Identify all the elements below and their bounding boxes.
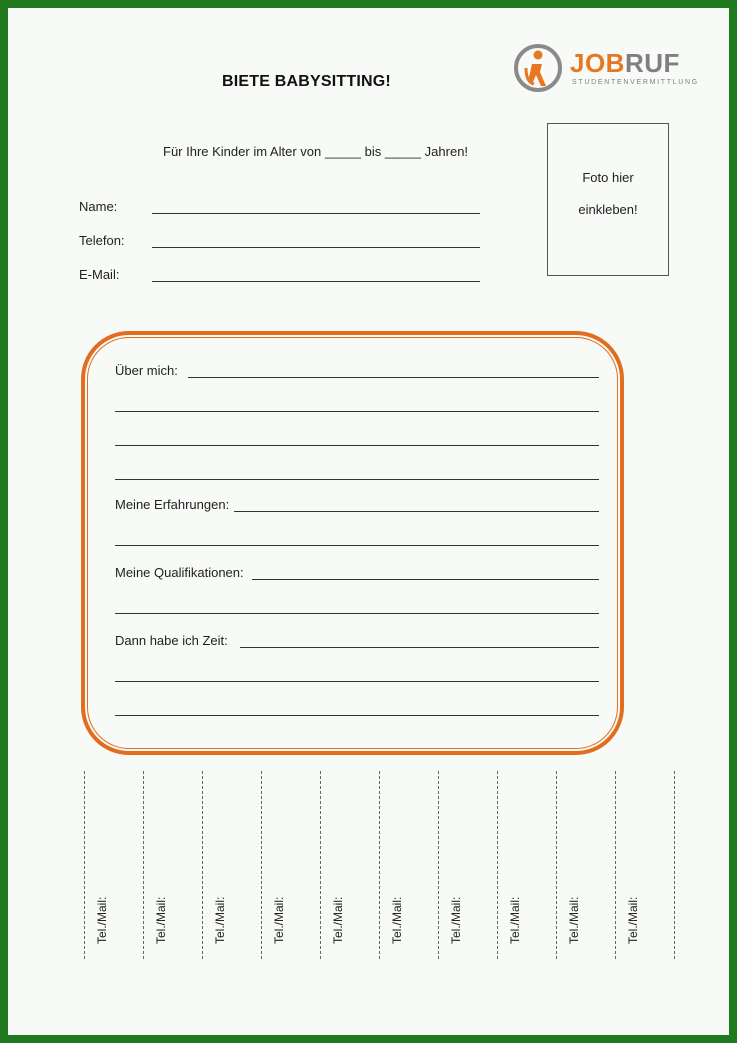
tear-off-dashed-line <box>261 771 262 959</box>
qualifikationen-label: Meine Qualifikationen: <box>115 565 244 580</box>
tear-off-dashed-line <box>84 771 85 959</box>
tear-off-strip-label[interactable]: Tel./Mail: <box>272 896 286 944</box>
telefon-line[interactable] <box>152 247 480 248</box>
email-label: E-Mail: <box>79 267 120 282</box>
photo-text-1: Foto hier <box>582 170 634 185</box>
writing-line[interactable] <box>115 715 599 716</box>
page-title: BIETE BABYSITTING! <box>222 73 391 90</box>
tear-off-dashed-line <box>674 771 675 959</box>
tear-off-dashed-line <box>438 771 439 959</box>
writing-line[interactable] <box>115 545 599 546</box>
zeit-label: Dann habe ich Zeit: <box>115 633 228 648</box>
tear-off-dashed-line <box>379 771 380 959</box>
writing-line[interactable] <box>115 613 599 614</box>
writing-line[interactable] <box>115 479 599 480</box>
age-range-line <box>163 144 468 159</box>
tear-off-dashed-line <box>556 771 557 959</box>
logo-wordmark <box>570 48 680 79</box>
age-prefix: Für Ihre Kinder im Alter von <box>163 144 322 159</box>
tear-off-strip-label[interactable]: Tel./Mail: <box>331 896 345 944</box>
tear-off-dashed-line <box>143 771 144 959</box>
photo-text-2: einkleben! <box>578 202 638 217</box>
erfahrungen-line[interactable] <box>234 511 599 512</box>
tear-off-strip-label[interactable]: Tel./Mail: <box>95 896 109 944</box>
zeit-line[interactable] <box>240 647 599 648</box>
tear-off-strip-label[interactable]: Tel./Mail: <box>213 896 227 944</box>
tear-off-strip-label[interactable]: Tel./Mail: <box>508 896 522 944</box>
name-label: Name: <box>79 199 118 214</box>
age-middle: bis <box>364 144 382 159</box>
jobruf-logo <box>512 40 702 96</box>
tear-off-strip-label[interactable]: Tel./Mail: <box>390 896 404 944</box>
writing-line[interactable] <box>115 681 599 682</box>
email-line[interactable] <box>152 281 480 282</box>
about-box-inner <box>87 337 618 749</box>
logo-word-job: JOB <box>570 48 625 78</box>
telefon-label: Telefon: <box>79 233 125 248</box>
logo-word-ruf: RUF <box>624 48 680 78</box>
erfahrungen-label: Meine Erfahrungen: <box>115 497 230 512</box>
jobruf-logo-icon <box>512 42 564 94</box>
ueber-mich-label: Über mich: <box>115 363 178 378</box>
tear-off-strip-label[interactable]: Tel./Mail: <box>567 896 581 944</box>
ueber-mich-line[interactable] <box>188 377 599 378</box>
tear-off-strip-label[interactable]: Tel./Mail: <box>154 896 168 944</box>
tear-off-strip-label[interactable]: Tel./Mail: <box>626 896 640 944</box>
tear-off-dashed-line <box>320 771 321 959</box>
name-line[interactable] <box>152 213 480 214</box>
logo-subtitle: STUDENTENVERMITTLUNG <box>572 79 699 86</box>
age-to-blank[interactable]: _____ <box>384 144 422 159</box>
writing-line[interactable] <box>115 445 599 446</box>
tear-off-dashed-line <box>615 771 616 959</box>
photo-placeholder[interactable] <box>547 123 669 276</box>
tear-off-strip-label[interactable]: Tel./Mail: <box>449 896 463 944</box>
qualifikationen-line[interactable] <box>252 579 599 580</box>
age-suffix: Jahren! <box>424 144 469 159</box>
tear-off-dashed-line <box>497 771 498 959</box>
age-from-blank[interactable]: _____ <box>324 144 362 159</box>
writing-line[interactable] <box>115 411 599 412</box>
tear-off-dashed-line <box>202 771 203 959</box>
